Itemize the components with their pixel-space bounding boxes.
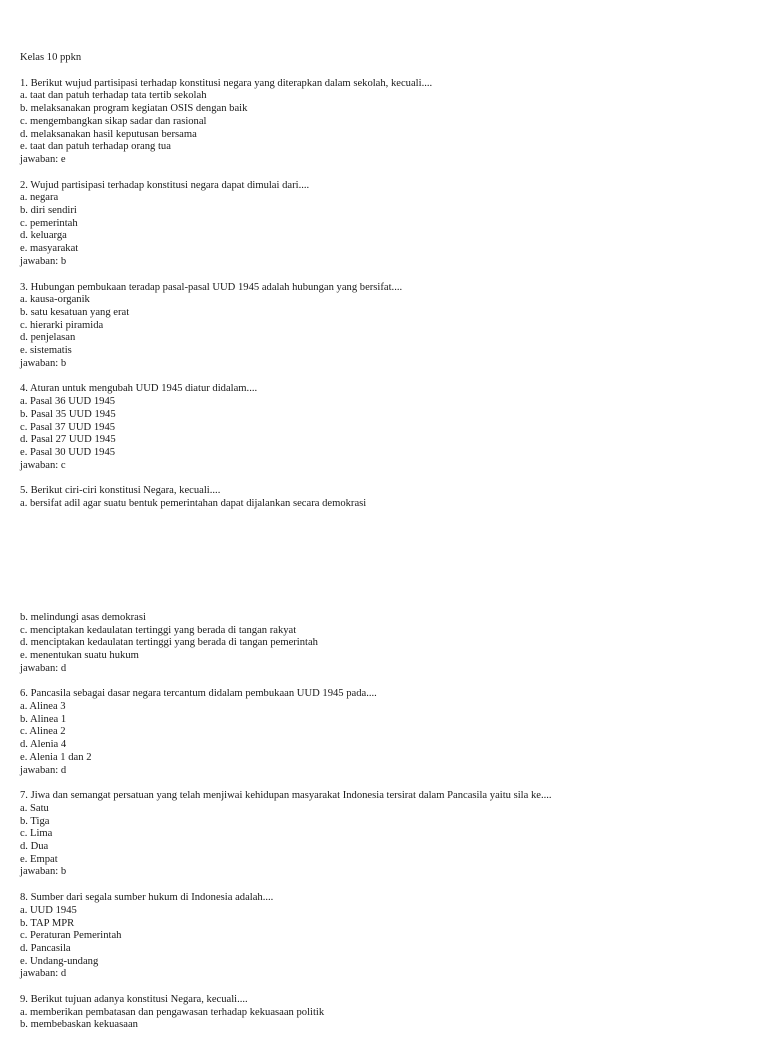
question-8 bbox=[20, 892, 750, 981]
option-d: d. menciptakan kedaulatan tertinggi yang berada di tangan pemerintah bbox=[20, 637, 318, 649]
option-c: c. menciptakan kedaulatan tertinggi yang berada di tangan rakyat bbox=[20, 624, 297, 636]
question-text: 5. Berikut ciri-ciri konstitusi Negara, kecuali.... bbox=[20, 485, 221, 497]
question-text: 8. Sumber dari segala sumber hukum di Indonesia adalah.... bbox=[20, 892, 274, 904]
answer: jawaban: b bbox=[20, 357, 67, 369]
question-text: 2. Wujud partisipasi terhadap konstitusi negara dapat dimulai dari.... bbox=[20, 179, 310, 191]
option-b: b. diri sendiri bbox=[20, 205, 77, 217]
option-d: d. Pancasila bbox=[20, 942, 71, 954]
option-a: a. memberikan pembatasan dan pengawasan terhadap kekuasaan politik bbox=[20, 1006, 325, 1018]
answer: jawaban: c bbox=[20, 459, 66, 471]
option-b: b. satu kesatuan yang erat bbox=[20, 306, 130, 318]
option-e: e. Undang-undang bbox=[20, 955, 99, 967]
option-a: a. negara bbox=[20, 192, 59, 204]
option-b: b. Pasal 35 UUD 1945 bbox=[20, 408, 116, 420]
option-e: e. Pasal 30 UUD 1945 bbox=[20, 446, 116, 458]
option-c: c. Alinea 2 bbox=[20, 726, 66, 738]
question-7 bbox=[20, 790, 750, 879]
option-e: e. taat dan patuh terhadap orang tua bbox=[20, 141, 171, 153]
option-a: a. Pasal 36 UUD 1945 bbox=[20, 396, 116, 408]
option-d: d. Pasal 27 UUD 1945 bbox=[20, 434, 116, 446]
question-4 bbox=[20, 383, 750, 472]
option-e: e. Empat bbox=[20, 853, 58, 865]
question-1 bbox=[20, 78, 750, 167]
option-e: e. Alenia 1 dan 2 bbox=[20, 751, 92, 763]
option-b: b. melaksanakan program kegiatan OSIS dengan baik bbox=[20, 103, 248, 115]
option-e: e. sistematis bbox=[20, 345, 72, 357]
question-3 bbox=[20, 282, 750, 371]
answer: jawaban: b bbox=[20, 866, 67, 878]
question-2 bbox=[20, 180, 750, 269]
question-text: 6. Pancasila sebagai dasar negara tercantum didalam pembukaan UUD 1945 pada.... bbox=[20, 688, 377, 700]
answer: jawaban: d bbox=[20, 764, 67, 776]
option-a: a. taat dan patuh terhadap tata tertib sekolah bbox=[20, 90, 207, 102]
question-9 bbox=[20, 994, 750, 1032]
question-text: 1. Berikut wujud partisipasi terhadap konstitusi negara yang diterapkan dalam sekolah, kecuali.... bbox=[20, 77, 433, 89]
option-b: b. Tiga bbox=[20, 815, 50, 827]
option-b: b. membebaskan kekuasaan bbox=[20, 1019, 138, 1031]
answer: jawaban: e bbox=[20, 153, 66, 165]
option-c: c. hierarki piramida bbox=[20, 319, 104, 331]
question-text: 4. Aturan untuk mengubah UUD 1945 diatur didalam.... bbox=[20, 383, 258, 395]
option-b: b. Alinea 1 bbox=[20, 713, 67, 725]
option-c: c. Pasal 37 UUD 1945 bbox=[20, 421, 116, 433]
question-text: 3. Hubungan pembukaan teradap pasal-pasal UUD 1945 adalah hubungan yang bersifat.... bbox=[20, 281, 403, 293]
option-c: c. Peraturan Pemerintah bbox=[20, 930, 122, 942]
option-b: b. TAP MPR bbox=[20, 917, 75, 929]
page-gap bbox=[20, 511, 750, 612]
question-6 bbox=[20, 688, 750, 777]
answer: jawaban: d bbox=[20, 662, 67, 674]
option-a: a. bersifat adil agar suatu bentuk pemerintahan dapat dijalankan secara demokrasi bbox=[20, 498, 367, 510]
option-d: d. penjelasan bbox=[20, 332, 76, 344]
document-page bbox=[20, 52, 750, 1045]
option-e: e. menentukan suatu hukum bbox=[20, 649, 139, 661]
option-d: d. Dua bbox=[20, 841, 49, 853]
option-d: d. Alenia 4 bbox=[20, 739, 67, 751]
option-c: c. pemerintah bbox=[20, 217, 78, 229]
option-d: d. keluarga bbox=[20, 230, 67, 242]
option-c: c. Lima bbox=[20, 828, 53, 840]
question-5 bbox=[20, 485, 750, 675]
question-text: 7. Jiwa dan semangat persatuan yang telah menjiwai kehidupan masyarakat Indonesia tersirat dalam Pancasila yaitu sila ke.... bbox=[20, 790, 552, 802]
option-a: a. UUD 1945 bbox=[20, 904, 77, 916]
option-a: a. Alinea 3 bbox=[20, 701, 66, 713]
option-d: d. melaksanakan hasil keputusan bersama bbox=[20, 128, 197, 140]
answer: jawaban: d bbox=[20, 968, 67, 980]
document-title: Kelas 10 ppkn bbox=[20, 52, 82, 63]
option-a: a. kausa-organik bbox=[20, 294, 90, 306]
option-b: b. melindungi asas demokrasi bbox=[20, 611, 146, 623]
option-e: e. masyarakat bbox=[20, 243, 79, 255]
option-a: a. Satu bbox=[20, 802, 49, 814]
option-c: c. mengembangkan sikap sadar dan rasional bbox=[20, 115, 207, 127]
question-text: 9. Berikut tujuan adanya konstitusi Negara, kecuali.... bbox=[20, 994, 248, 1006]
answer: jawaban: b bbox=[20, 255, 67, 267]
